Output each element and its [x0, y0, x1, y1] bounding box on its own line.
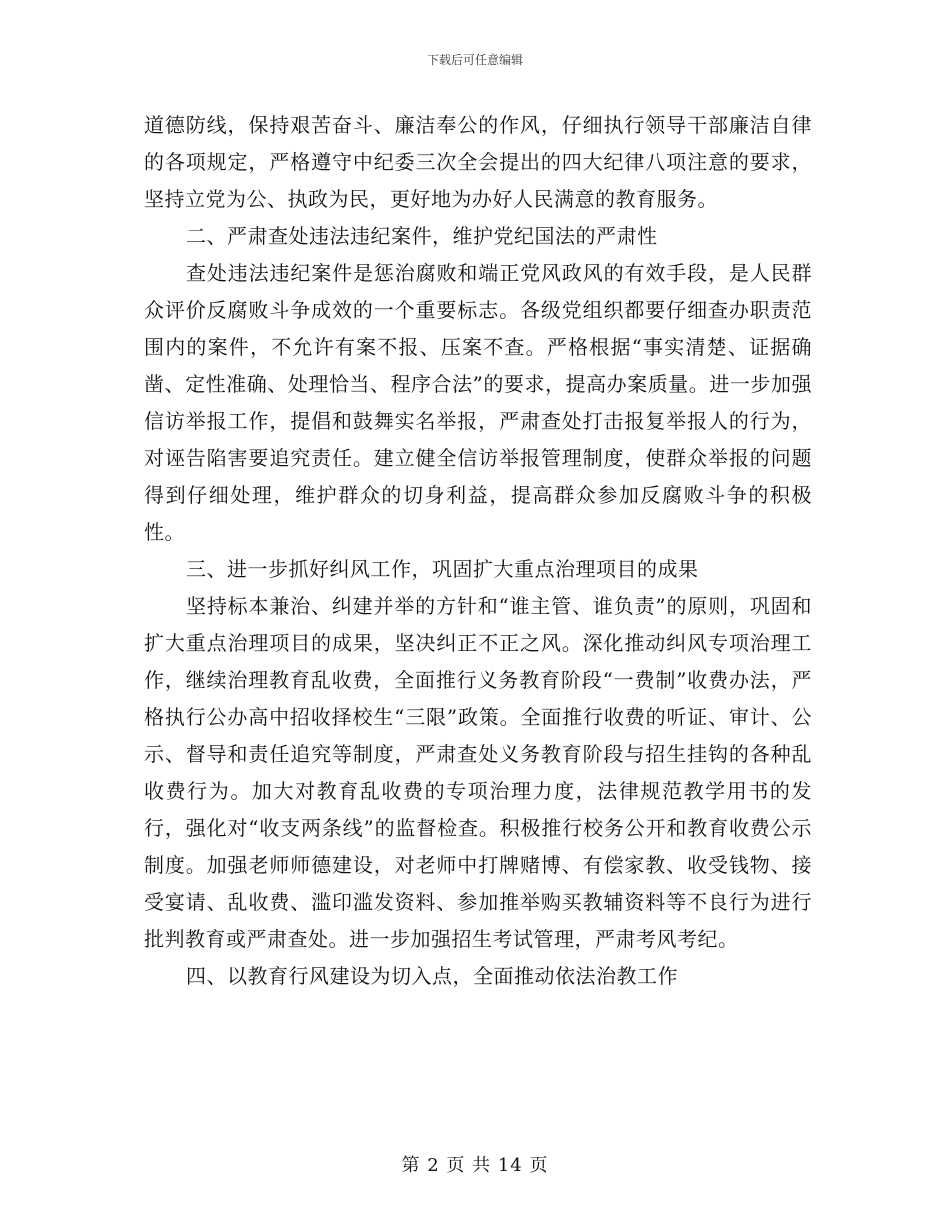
page-header-note: 下载后可任意编辑	[426, 53, 523, 67]
paragraph-continuation: 道德防线，保持艰苦奋斗、廉洁奉公的作风，仔细执行领导干部廉洁自律的各项规定，严格遵守中纪委三次全会提出的四大纪律八项注意的要求，坚持立党为公、执政为民，更好地为办好人民满意的教育服务。	[144, 113, 812, 211]
section-heading-2: 二、严肃查处违法违纪案件，维护党纪国法的严肃性	[186, 224, 658, 248]
paragraph-rectification: 坚持标本兼治、纠建并举的方针和“谁主管、谁负责”的原则，巩固和扩大重点治理项目的成果，坚决纠正不正之风。深化推动纠风专项治理工作，继续治理教育乱收费，全面推行义务教育阶段“一费制”收费办法，严格执行公办高中招收择校生“三限”政策。全面推行收费的听证、审计、公示、督导和责任追究等制度，严肃查处义务教育阶段与招生挂钩的各种乱收费行为。加大对教育乱收费的专项治理力度，法律规范教学用书的发行，强化对“收支两条线”的监督检查。积极推行校务公开和教育收费公示制度。加强老师师德建设，对老师中打牌赌博、有偿家教、收受钱物、接受宴请、乱收费、滥印滥发资料、参加推举购买教辅资料等不良行为进行批判教育或严肃查处。进一步加强招生考试管理，严肃考风考纪。	[144, 594, 812, 951]
document-body	[144, 107, 812, 995]
paragraph-case-handling: 查处违法违纪案件是惩治腐败和端正党风政风的有效手段，是人民群众评价反腐败斗争成效的一个重要标志。各级党组织都要仔细查办职责范围内的案件，不允许有案不报、压案不查。严格根据“事实清楚、证据确凿、定性准确、处理恰当、程序合法”的要求，提高办案质量。进一步加强信访举报工作，提倡和鼓舞实名举报，严肃查处打击报复举报人的行为，对诬告陷害要追究责任。建立健全信访举报管理制度，使群众举报的问题得到仔细处理，维护群众的切身利益，提高群众参加反腐败斗争的积极性。	[144, 261, 812, 544]
section-heading-3: 三、进一步抓好纠风工作，巩固扩大重点治理项目的成果	[186, 557, 699, 581]
section-heading-4: 四、以教育行风建设为切入点，全面推动依法治教工作	[186, 964, 678, 988]
page-number: 第 2 页 共 14 页	[401, 1155, 549, 1176]
